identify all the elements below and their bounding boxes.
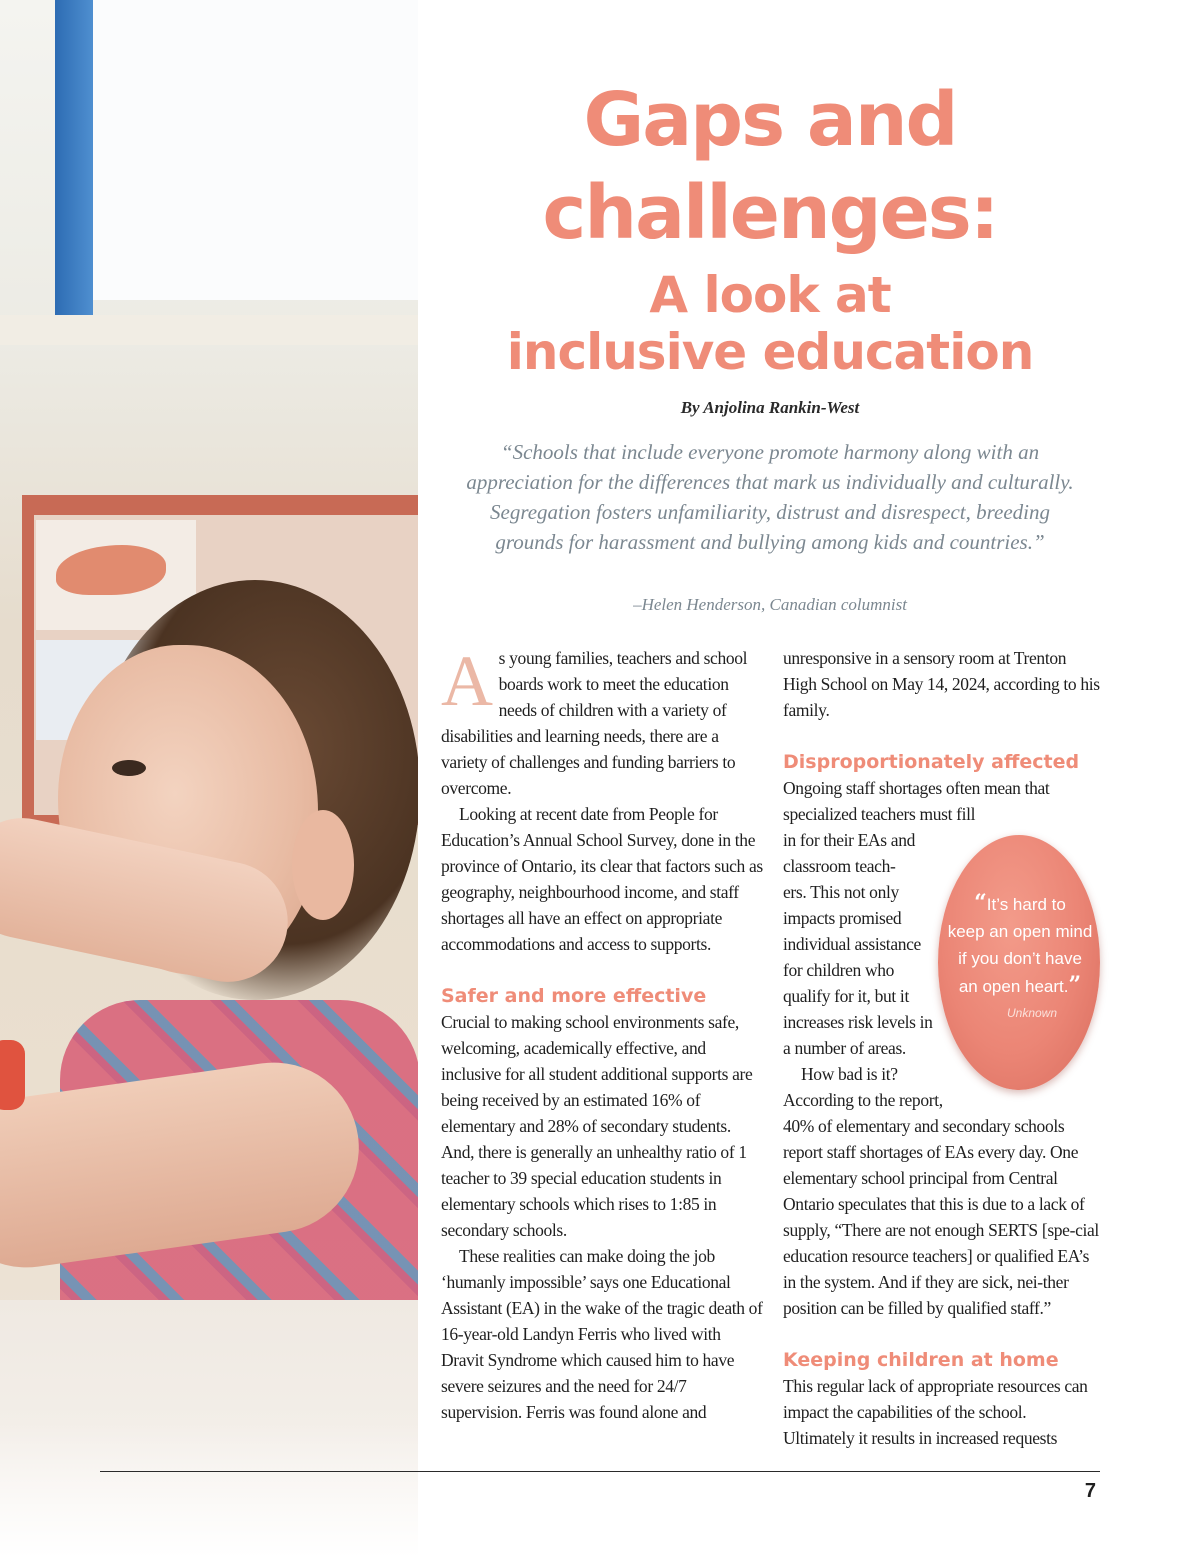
section-heading: Disproportionately affected xyxy=(783,751,1080,773)
epigraph-attribution: –Helen Henderson, Canadian columnist xyxy=(633,595,907,614)
drop-cap: A xyxy=(441,641,493,721)
girl-eye xyxy=(112,760,146,776)
section-heading: Safer and more effective xyxy=(441,985,707,1007)
paragraph-line: ers. This not only xyxy=(783,882,899,902)
open-quote-mark: “ xyxy=(974,890,987,916)
paragraph-line: individual assistance xyxy=(783,934,921,954)
pull-quote xyxy=(945,890,1095,1000)
pull-quote-line xyxy=(945,972,1095,1000)
epigraph-quote: “Schools that include everyone promote harmony along with an appreciation for the differences that mark us individually and culturally. Segregation fosters unfamiliarity, distrust and disrespect, breeding grounds for harassment and bullying among kids and countries.” xyxy=(466,440,1074,554)
subtitle-line-2: inclusive education xyxy=(506,323,1034,381)
paragraph: unresponsive in a sensory room at Trenton High School on May 14, 2024, according to his family. xyxy=(783,648,1100,720)
subtitle-line-1: A look at xyxy=(649,266,891,324)
pull-quote-attribution: Unknown xyxy=(1006,1006,1058,1020)
paragraph: Crucial to making school environments safe, welcoming, academically effective, and inclusive for all student additional supports are being received by an estimated 16% of elementary and 28% of secondary students. And, there is generally an unhealthy ratio of 1 teacher to 39 special education students in elementary schools which rises to 1:85 in secondary schools. xyxy=(441,1012,753,1240)
paragraph-line: increases risk levels in xyxy=(783,1012,933,1032)
close-quote-mark: ” xyxy=(1068,972,1082,998)
dinosaur-drawing xyxy=(56,545,166,595)
photo-fade xyxy=(0,1420,418,1558)
article-photo xyxy=(0,0,418,1558)
bracelet xyxy=(0,1040,25,1110)
paragraph: Looking at recent date from People for Education’s Annual School Survey, done in the province of Ontario, its clear that factors such as geography, neighbourhood income, and staff shortages all have an effect on appropriate accommodations and access to supports. xyxy=(441,804,763,954)
pull-quote-text: It’s hard to xyxy=(986,895,1066,914)
section-heading: Keeping children at home xyxy=(783,1349,1059,1371)
paragraph-line: How bad is it? xyxy=(801,1064,898,1084)
pull-quote-text: an open heart. xyxy=(958,977,1069,996)
byline: By Anjolina Rankin-West xyxy=(680,398,860,417)
paragraph: This regular lack of appropriate resources can impact the capabilities of the school. Ultimately it results in increased requests xyxy=(783,1376,1088,1448)
paragraph-line: for children who xyxy=(783,960,895,980)
paragraph-line: in for their EAs and xyxy=(783,830,915,850)
paragraph-line: According to the report, xyxy=(783,1090,943,1110)
title-line-1: Gaps and xyxy=(583,77,957,163)
paragraph-line: impacts promised xyxy=(783,908,902,928)
pull-quote-line: keep an open mind xyxy=(947,922,1093,941)
page-number: 7 xyxy=(1084,1480,1096,1502)
window-sill xyxy=(0,315,418,345)
pull-quote-line xyxy=(945,890,1095,918)
paragraph: These realities can make doing the job ‘humanly impossible’ says one Educational Assistant (EA) in the wake of the tragic death of 16-year-old Landyn Ferris who lived with Dravit Syndrome which caused him to have severe seizures and the need for 24/7 supervision. Ferris was found alone and xyxy=(441,1246,763,1422)
paragraph-text: s young families, teachers and school boards work to meet the education needs of children with a variety of disabilities and learning needs, there are a variety of challenges and funding barriers to overcome. xyxy=(441,648,748,798)
window-frame xyxy=(55,0,93,315)
paragraph-line: Ongoing staff shortages often mean that xyxy=(783,778,1050,798)
girl-ear xyxy=(292,810,354,920)
pull-quote-line: if you don’t have xyxy=(958,949,1082,968)
paragraph-line: specialized teachers must fill xyxy=(783,804,976,824)
paragraph-line: qualify for it, but it xyxy=(783,986,909,1006)
article-column-left xyxy=(441,641,763,1425)
paragraph xyxy=(441,641,763,801)
paragraph: 40% of elementary and secondary schools report staff shortages of EAs every day. One elementary school principal from Central Ontario speculates that this is due to a lack of supply, “There are not enough SERTS [spe-cial education resource teachers] or qualified EA’s in the system. And if they are sick, nei-ther position can be filled by qualified staff.” xyxy=(783,1116,1099,1318)
paragraph-line: classroom teach- xyxy=(783,856,896,876)
paragraph-line: a number of areas. xyxy=(783,1038,906,1058)
footer-rule xyxy=(100,1471,1100,1472)
title-line-2: challenges: xyxy=(542,170,998,256)
window-pane xyxy=(93,0,418,300)
